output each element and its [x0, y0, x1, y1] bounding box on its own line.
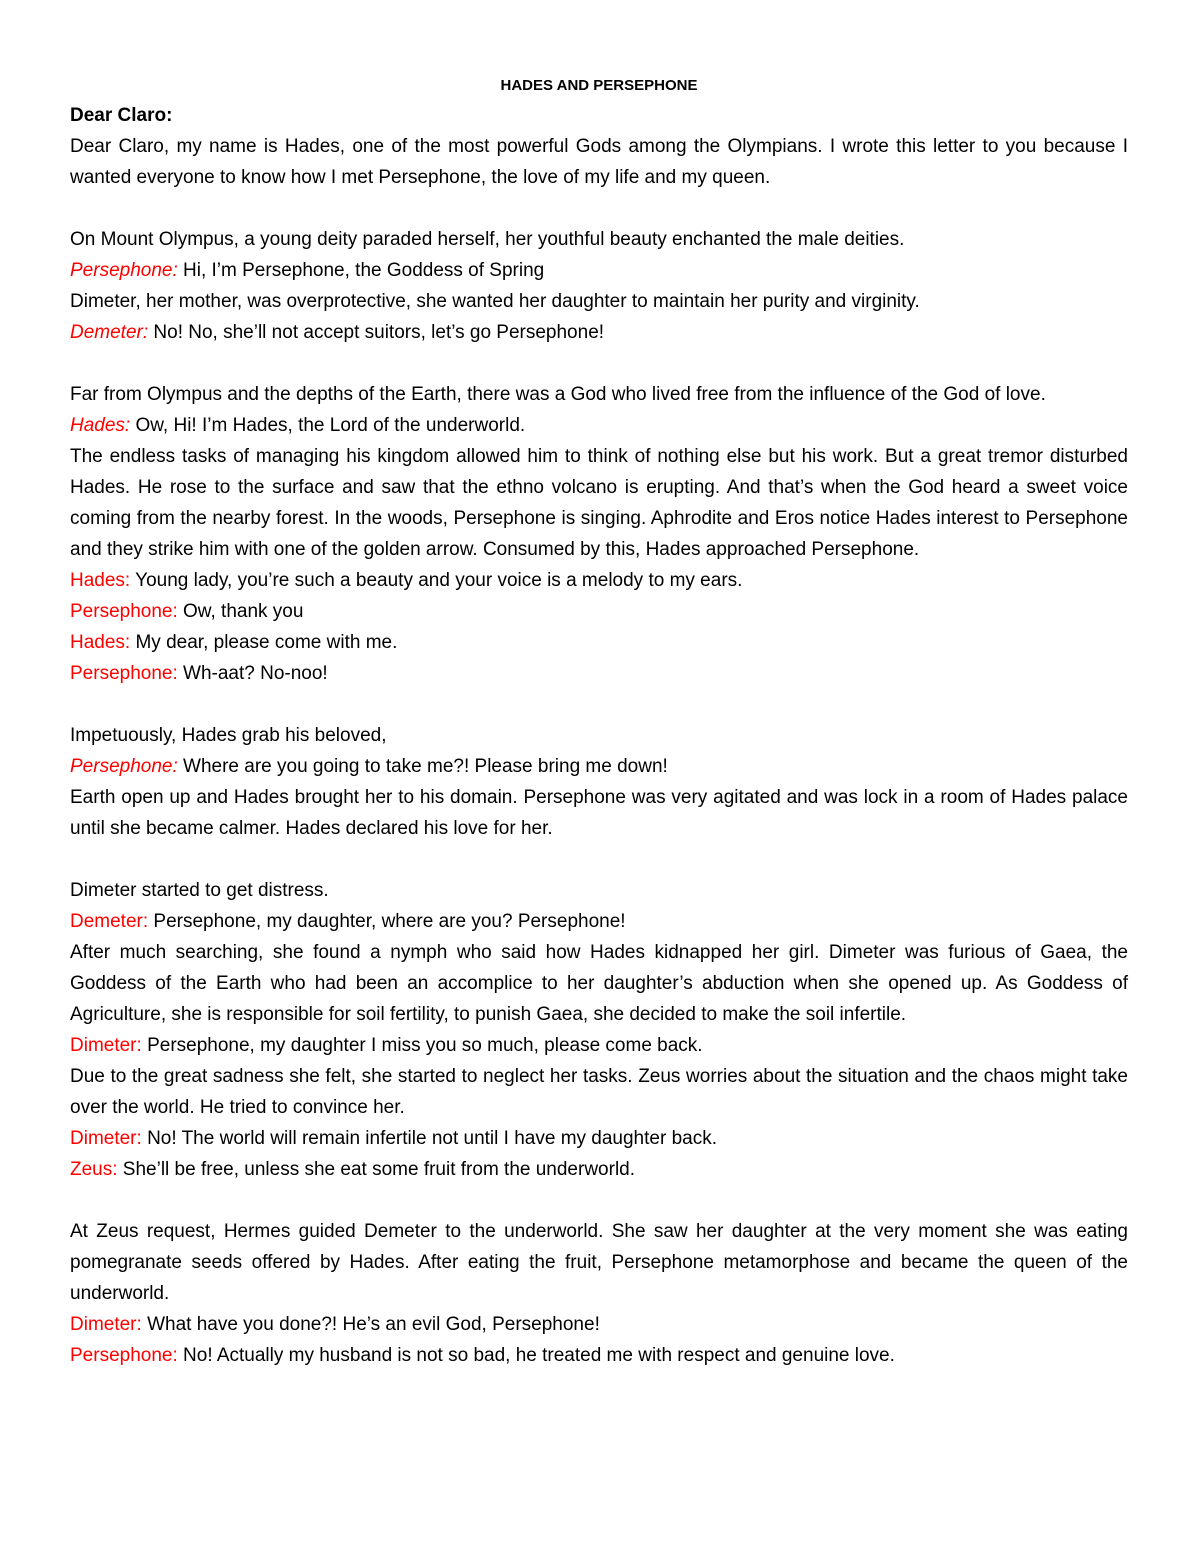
dialogue-line: [70, 658, 1128, 689]
speaker-name: Hades:: [70, 632, 131, 653]
narration-paragraph: Dimeter started to get distress.: [70, 880, 329, 901]
document-title: HADES AND PERSEPHONE: [500, 77, 698, 94]
speaker-name: Hades:: [70, 415, 131, 436]
dialogue-text: Persephone, my daughter I miss you so much, please come back.: [141, 1035, 703, 1056]
speaker-name: Zeus:: [70, 1159, 118, 1180]
dialogue-text: No! The world will remain infertile not until I have my daughter back.: [141, 1128, 717, 1149]
dialogue-text: Hi, I’m Persephone, the Goddess of Spring: [177, 260, 545, 281]
dialogue-line: [70, 906, 1128, 937]
dialogue-line: [70, 1030, 1128, 1061]
dialogue-text: Young lady, you’re such a beauty and your voice is a melody to my ears.: [130, 570, 743, 591]
paragraph-gap: [70, 689, 1128, 720]
document-body: [70, 131, 1128, 1371]
speaker-name: Persephone:: [70, 601, 178, 622]
paragraph-gap: [70, 1185, 1128, 1216]
narration-paragraph: The endless tasks of managing his kingdom allowed him to think of nothing else but his work. But a great tremor disturbed Hades. He rose to the surface and saw that the ethno volcano is erupting. And that’s when the God heard a sweet voice coming from the nearby forest. In the woods, Persephone is singing. Aphrodite and Eros notice Hades interest to Persephone and they strike him with one of the golden arrow. Consumed by this, Hades approached Persephone.: [70, 446, 1128, 560]
speaker-name: Demeter:: [70, 322, 149, 343]
speaker-name: Dimeter:: [70, 1035, 142, 1056]
narration-paragraph: On Mount Olympus, a young deity paraded herself, her youthful beauty enchanted the male deities.: [70, 229, 905, 250]
speaker-name: Persephone:: [70, 260, 178, 281]
narration-paragraph: Dear Claro, my name is Hades, one of the most powerful Gods among the Olympians. I wrote this letter to you because I wanted everyone to know how I met Persephone, the love of my life and my queen.: [70, 136, 1128, 188]
narration-paragraph: Dimeter, her mother, was overprotective, she wanted her daughter to maintain her purity and virginity.: [70, 291, 920, 312]
narration-paragraph: At Zeus request, Hermes guided Demeter to the underworld. She saw her daughter at the very moment she was eating pomegranate seeds offered by Hades. After eating the fruit, Persephone metamorphose and became the queen of the underworld.: [70, 1221, 1128, 1304]
dialogue-line: [70, 1309, 1128, 1340]
paragraph-gap: [70, 193, 1128, 224]
speaker-name: Persephone:: [70, 756, 178, 777]
dialogue-text: Wh-aat? No-noo!: [177, 663, 328, 684]
speaker-name: Demeter:: [70, 911, 149, 932]
dialogue-text: Ow, Hi! I’m Hades, the Lord of the underworld.: [130, 415, 526, 436]
dialogue-line: [70, 1340, 1128, 1371]
speaker-name: Dimeter:: [70, 1128, 142, 1149]
document-page: [70, 72, 1128, 1371]
narration-paragraph: Impetuously, Hades grab his beloved,: [70, 725, 387, 746]
dialogue-line: [70, 255, 1128, 286]
speaker-name: Hades:: [70, 570, 131, 591]
salutation: Dear Claro:: [70, 105, 173, 126]
dialogue-line: [70, 317, 1128, 348]
dialogue-line: [70, 1154, 1128, 1185]
speaker-name: Dimeter:: [70, 1314, 142, 1335]
dialogue-line: [70, 565, 1128, 596]
dialogue-line: [70, 410, 1128, 441]
speaker-name: Persephone:: [70, 1345, 178, 1366]
narration-paragraph: Earth open up and Hades brought her to his domain. Persephone was very agitated and was lock in a room of Hades palace until she became calmer. Hades declared his love for her.: [70, 787, 1128, 839]
dialogue-text: What have you done?! He’s an evil God, Persephone!: [141, 1314, 600, 1335]
dialogue-line: [70, 1123, 1128, 1154]
narration-paragraph: Far from Olympus and the depths of the Earth, there was a God who lived free from the influence of the God of love.: [70, 384, 1046, 405]
paragraph-gap: [70, 844, 1128, 875]
dialogue-text: No! No, she’ll not accept suitors, let’s go Persephone!: [148, 322, 605, 343]
dialogue-text: No! Actually my husband is not so bad, he treated me with respect and genuine love.: [177, 1345, 895, 1366]
dialogue-text: Persephone, my daughter, where are you? Persephone!: [148, 911, 626, 932]
dialogue-text: Where are you going to take me?! Please bring me down!: [177, 756, 668, 777]
dialogue-text: My dear, please come with me.: [130, 632, 398, 653]
speaker-name: Persephone:: [70, 663, 178, 684]
paragraph-gap: [70, 348, 1128, 379]
dialogue-line: [70, 627, 1128, 658]
dialogue-line: [70, 596, 1128, 627]
narration-paragraph: Due to the great sadness she felt, she started to neglect her tasks. Zeus worries about the situation and the chaos might take over the world. He tried to convince her.: [70, 1066, 1128, 1118]
dialogue-text: She’ll be free, unless she eat some fruit from the underworld.: [117, 1159, 636, 1180]
narration-paragraph: After much searching, she found a nymph who said how Hades kidnapped her girl. Dimeter was furious of Gaea, the Goddess of the Earth who had been an accomplice to her daughter’s abduction when she opened up. As Goddess of Agriculture, she is responsible for soil fertility, to punish Gaea, she decided to make the soil infertile.: [70, 942, 1128, 1025]
dialogue-line: [70, 751, 1128, 782]
dialogue-text: Ow, thank you: [177, 601, 304, 622]
